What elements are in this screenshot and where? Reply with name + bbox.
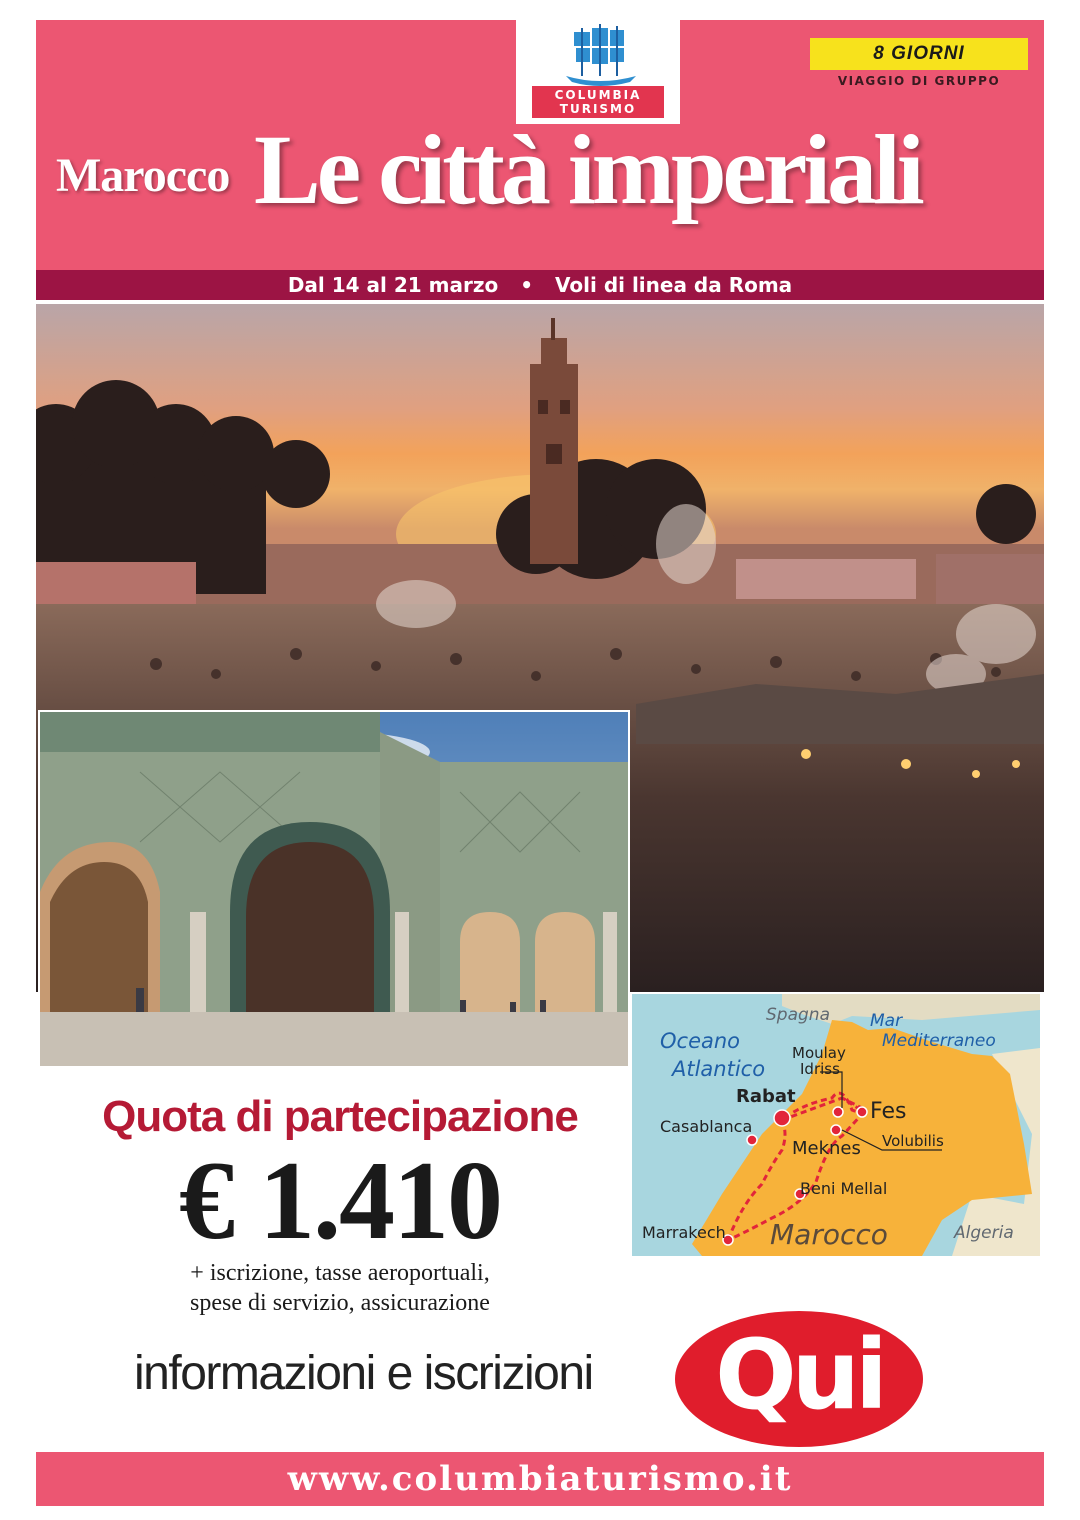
website-link[interactable]: www.columbiaturismo.it bbox=[36, 1452, 1044, 1506]
map-label-ocean-2: Atlantico bbox=[672, 1057, 766, 1081]
casablanca-marker bbox=[747, 1135, 757, 1145]
map-label-ocean-1: Oceano bbox=[660, 1029, 741, 1053]
flights-info: Voli di linea da Roma bbox=[555, 273, 793, 297]
logo-line-2: TURISMO bbox=[559, 102, 637, 116]
trip-type-label: VIAGGIO DI GRUPPO bbox=[837, 74, 1001, 88]
map-label-moulay-1: Moulay bbox=[792, 1044, 846, 1062]
qui-button[interactable] bbox=[672, 1308, 926, 1450]
qui-button-label: Qui bbox=[715, 1319, 883, 1431]
map-label-beni-mellal: Beni Mellal bbox=[800, 1179, 888, 1198]
moulay-idriss-marker bbox=[833, 1107, 843, 1117]
price-note-line-2: spese di servizio, assicurazione bbox=[190, 1290, 490, 1316]
price-amount: € 1.410 bbox=[179, 1139, 501, 1263]
dates-bar bbox=[36, 270, 1044, 300]
map-label-meknes: Meknes bbox=[792, 1138, 861, 1159]
map-label-volubilis: Volubilis bbox=[882, 1132, 944, 1150]
map-label-spain: Spagna bbox=[766, 1005, 830, 1025]
route-map bbox=[632, 994, 1040, 1256]
title-country: Marocco bbox=[56, 149, 230, 202]
map-label-algeria: Algeria bbox=[954, 1223, 1014, 1243]
price-note-line-1: + iscrizione, tasse aeroportuali, bbox=[190, 1260, 490, 1286]
rabat-marker bbox=[774, 1110, 790, 1126]
map-label-morocco: Marocco bbox=[770, 1218, 888, 1251]
meknes-marker bbox=[831, 1125, 841, 1135]
fes-marker bbox=[857, 1107, 867, 1117]
map-label-moulay-2: Idriss bbox=[800, 1060, 840, 1078]
map-label-casablanca: Casablanca bbox=[660, 1117, 753, 1136]
ship-icon bbox=[516, 24, 680, 88]
price-note bbox=[50, 1258, 630, 1318]
logo-line-1: COLUMBIA bbox=[554, 88, 642, 102]
map-label-fes: Fes bbox=[870, 1099, 907, 1124]
info-label: informazioni e iscrizioni bbox=[134, 1347, 593, 1400]
separator-dot: • bbox=[520, 273, 534, 297]
travel-dates: Dal 14 al 21 marzo bbox=[287, 273, 499, 297]
price-label: Quota di partecipazione bbox=[102, 1092, 578, 1141]
days-badge: 8 GIORNI bbox=[810, 38, 1028, 70]
page-title: Le città imperiali bbox=[254, 114, 921, 225]
map-label-sea-1: Mar bbox=[870, 1011, 903, 1031]
header-banner bbox=[36, 20, 1044, 270]
map-label-marrakech: Marrakech bbox=[642, 1223, 726, 1242]
inset-photo-bab-mansour-gate bbox=[38, 710, 630, 1068]
map-label-rabat: Rabat bbox=[736, 1086, 796, 1107]
map-label-sea-2: Mediterraneo bbox=[882, 1031, 996, 1051]
columbia-logo[interactable] bbox=[516, 20, 680, 124]
